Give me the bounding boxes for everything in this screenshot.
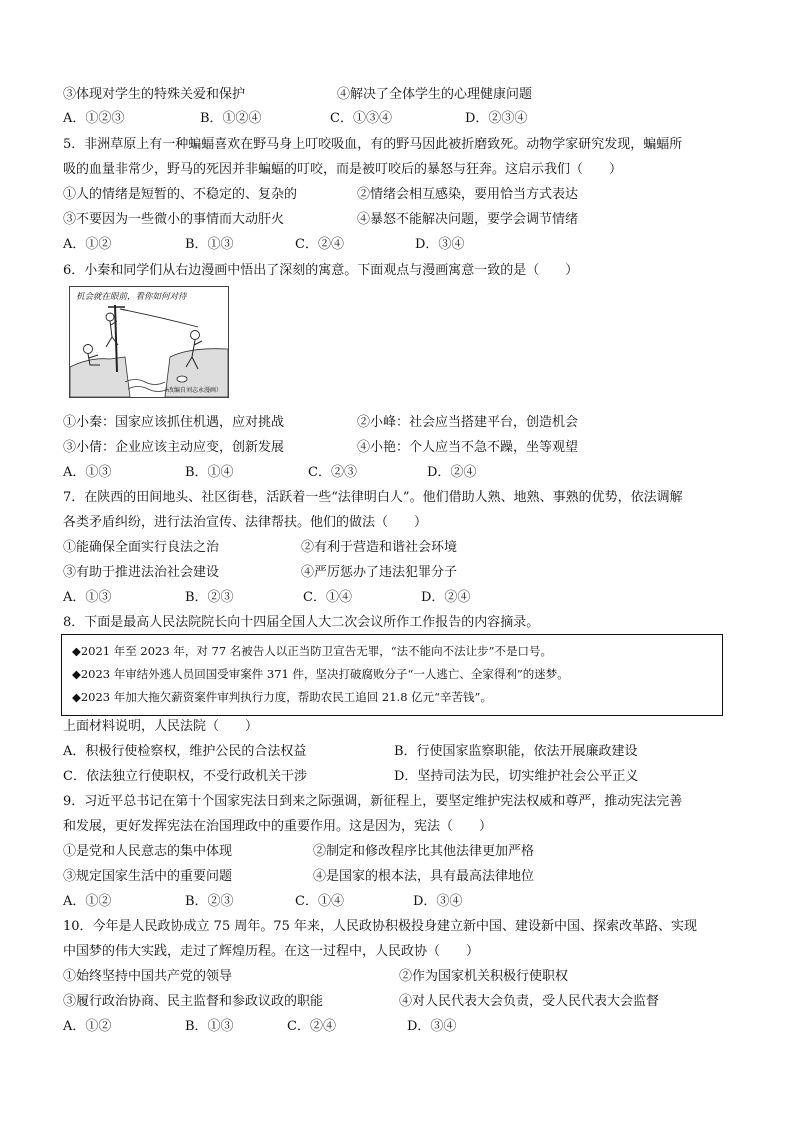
q7-stem-line1: 7．在陕西的田间地头、社区街巷，活跃着一些“法律明白人”。他们借助人熟、地熟、事熟的优势，依法调解 <box>63 490 683 505</box>
q9-option-1: ①是党和人民意志的集中体现 <box>63 844 233 859</box>
q8-material-2: ◆2023 年审结外逃人员回国受审案件 371 件，坚决打破腐败分子“一人逃亡、全家得利”的迷梦。 <box>72 667 569 681</box>
q9-choice-b: B．②③ <box>185 894 234 909</box>
q10-choice-b: B．①③ <box>185 1019 234 1034</box>
q9-stem-line2: 和发展，更好发挥宪法在治国理政中的重要作用。这是因为，宪法（ ） <box>63 819 493 834</box>
q6-option-2: ②小峰：社会应当搭建平台，创造机会 <box>357 415 579 430</box>
q4-choice-c: C．①③④ <box>330 111 392 126</box>
cartoon-drawing <box>70 287 228 397</box>
q7-choice-c: C．①④ <box>303 590 352 605</box>
q6-stem: 6．小秦和同学们从右边漫画中悟出了深刻的寓意。下面观点与漫画寓意一致的是（ ） <box>63 263 579 278</box>
q8-choice-d: D．坚持司法为民，切实维护社会公平正义 <box>394 769 639 784</box>
q5-choice-a: A．①② <box>63 237 112 252</box>
q9-option-3: ③规定国家生活中的重要问题 <box>63 869 233 884</box>
q5-option-3: ③不要因为一些微小的事情而大动肝火 <box>63 212 285 227</box>
q10-choice-a: A．①② <box>63 1019 112 1034</box>
q5-choice-d: D．③④ <box>415 237 465 252</box>
q7-option-2: ②有利于营造和谐社会环境 <box>301 540 458 555</box>
q10-choice-d: D．③④ <box>407 1019 457 1034</box>
q4-option-3: ③体现对学生的特殊关爱和保护 <box>63 87 246 102</box>
q5-stem-line2: 吸的血量非常少，野马的死因并非蝙蝠的叮咬，而是被叮咬后的暴怒与狂奔。这启示我们（ ） <box>63 162 623 177</box>
q9-choice-c: C．①④ <box>295 894 344 909</box>
q5-option-4: ④暴怒不能解决问题，要学会调节情绪 <box>357 212 579 227</box>
q10-choice-c: C．②④ <box>287 1019 336 1034</box>
q9-choice-d: D．③④ <box>413 894 463 909</box>
q7-choice-d: D．②④ <box>421 590 471 605</box>
q10-option-1: ①始终坚持中国共产党的领导 <box>63 969 233 984</box>
q8-choice-c: C．依法独立行使职权，不受行政机关干涉 <box>63 769 307 784</box>
q10-option-3: ③履行政治协商、民主监督和参政议政的职能 <box>63 994 324 1009</box>
q9-stem-line1: 9．习近平总书记在第十个国家宪法日到来之际强调，新征程上，要坚定维护宪法权威和尊严，推动宪法完善 <box>63 794 683 809</box>
q5-choice-b: B．①③ <box>185 237 234 252</box>
q7-option-1: ①能确保全面实行良法之治 <box>63 540 220 555</box>
q4-choice-b: B．①②④ <box>200 111 262 126</box>
q6-option-1: ①小秦：国家应该抓住机遇，应对挑战 <box>63 415 285 430</box>
q7-choice-a: A．①③ <box>63 590 112 605</box>
cartoon-caption: （改编自刘志永漫画） <box>161 387 222 394</box>
q8-question: 上面材料说明，人民法院（ ） <box>63 719 259 734</box>
q7-stem-line2: 各类矛盾纠纷，进行法治宣传、法律帮扶。他们的做法（ ） <box>63 515 428 530</box>
cartoon-title: 机会就在眼前，看你如何对待 <box>76 292 187 302</box>
cartoon-image <box>69 286 229 398</box>
q6-choice-a: A．①③ <box>63 465 112 480</box>
q8-material-1: ◆2021 年至 2023 年，对 77 名被告人以正当防卫宣告无罪，“法不能向不法让步”不是口号。 <box>72 644 553 658</box>
q6-choice-c: C．②③ <box>308 465 357 480</box>
q8-choice-a: A．积极行使检察权，维护公民的合法权益 <box>63 744 307 759</box>
q10-option-4: ④对人民代表大会负责，受人民代表大会监督 <box>399 994 660 1009</box>
q4-option-4: ④解决了全体学生的心理健康问题 <box>337 87 533 102</box>
q8-material-3: ◆2023 年加大拖欠薪资案件审判执行力度，帮助农民工追回 21.8 亿元“辛苦钱”。 <box>72 690 492 704</box>
q8-material-box <box>61 634 723 716</box>
q10-option-2: ②作为国家机关积极行使职权 <box>399 969 569 984</box>
q5-option-2: ②情绪会相互感染，要用恰当方式表达 <box>357 187 579 202</box>
q5-option-1: ①人的情绪是短暂的、不稳定的、复杂的 <box>63 187 298 202</box>
q8-stem: 8．下面是最高人民法院院长向十四届全国人大二次会议所作工作报告的内容摘录。 <box>63 615 540 630</box>
q8-choice-b: B．行使国家监察职能，依法开展廉政建设 <box>394 744 638 759</box>
q7-option-3: ③有助于推进法治社会建设 <box>63 565 220 580</box>
q6-option-3: ③小倩：企业应该主动应变，创新发展 <box>63 440 285 455</box>
q7-option-4: ④严厉惩办了违法犯罪分子 <box>301 565 458 580</box>
q6-choice-b: B．①④ <box>185 465 234 480</box>
q9-option-2: ②制定和修改程序比其他法律更加严格 <box>313 844 535 859</box>
q10-stem-line2: 中国梦的伟大实践，走过了辉煌历程。在这一过程中，人民政协（ ） <box>63 944 480 959</box>
q6-option-4: ④小艳：个人应当不急不躁，坐等观望 <box>357 440 579 455</box>
q9-choice-a: A．①② <box>63 894 112 909</box>
q5-choice-c: C．②④ <box>295 237 344 252</box>
q10-stem-line1: 10．今年是人民政协成立 75 周年。75 年来，人民政协积极投身建立新中国、建设新中国、探索改革路、实现 <box>63 919 698 934</box>
q4-choice-d: D．②③④ <box>465 111 528 126</box>
q7-choice-b: B．②③ <box>185 590 234 605</box>
q6-choice-d: D．②④ <box>427 465 477 480</box>
q4-choice-a: A．①②③ <box>63 111 125 126</box>
q5-stem-line1: 5．非洲草原上有一种蝙蝠喜欢在野马身上叮咬吸血，有的野马因此被折磨致死。动物学家研究发现，蝙蝠所 <box>63 137 683 152</box>
q9-option-4: ④是国家的根本法，具有最高法律地位 <box>313 869 535 884</box>
